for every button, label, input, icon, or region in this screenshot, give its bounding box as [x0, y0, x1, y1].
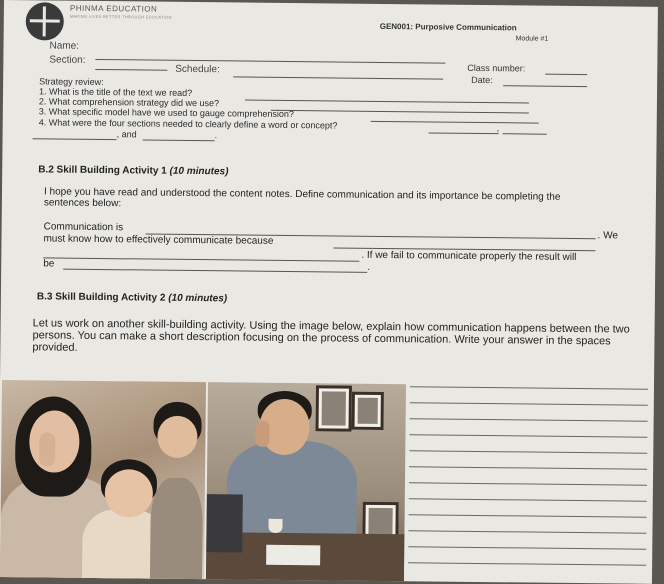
- phinma-logo-icon: [26, 2, 64, 40]
- name-field[interactable]: [95, 59, 445, 64]
- review-question-1: 1. What is the title of the text we read?: [38, 86, 193, 98]
- laptop: [206, 494, 243, 552]
- boy-body: [150, 478, 203, 580]
- answer-4d-field[interactable]: [143, 139, 215, 141]
- name-label: Name:: [49, 40, 80, 52]
- answer-4-and: , and: [116, 129, 137, 140]
- brand-name: PHINMA EDUCATION: [69, 3, 158, 14]
- strategy-review-title: Strategy review:: [39, 76, 104, 88]
- answer-4-separator: ,: [496, 123, 500, 134]
- answer-line[interactable]: [409, 498, 647, 501]
- review-question-3: 3. What specific model have we used to gauge comprehension?: [38, 106, 295, 120]
- activity-1-heading: [38, 164, 228, 177]
- sentence-3-end: . If we fail to communicate properly the result will: [361, 249, 577, 264]
- importance-field-2[interactable]: [43, 257, 359, 261]
- answer-4c-field[interactable]: [33, 138, 117, 140]
- answer-line[interactable]: [409, 434, 647, 437]
- review-question-2: 2. What comprehension strategy did we use?: [38, 96, 220, 109]
- class-number-label: Class number:: [467, 62, 526, 74]
- mother-children-photo: [0, 380, 206, 579]
- answer-1-field[interactable]: [245, 100, 529, 104]
- wall-picture-frame: [352, 392, 384, 430]
- sentence-4-end: .: [367, 261, 371, 273]
- answer-line[interactable]: [410, 386, 648, 389]
- schedule-field[interactable]: [233, 76, 443, 79]
- activity-1-instructions: I hope you have read and understood the content notes. Define communication and its importance be completing the sentences below:: [43, 186, 561, 210]
- answer-line[interactable]: [410, 402, 648, 405]
- sentence-1-start: Communication is: [43, 221, 124, 234]
- answer-line[interactable]: [408, 562, 646, 565]
- review-question-4: 4. What were the four sections needed to clearly define a word or concept?: [38, 117, 338, 131]
- answer-line[interactable]: [410, 418, 648, 421]
- sentence-1-end: . We: [597, 230, 619, 242]
- answer-4a-field[interactable]: [429, 132, 499, 134]
- father-torso: [226, 440, 357, 541]
- schedule-label: Schedule:: [175, 63, 220, 76]
- coffee-cup: [268, 519, 282, 533]
- section-label: Section:: [49, 54, 86, 66]
- class-number-field[interactable]: [545, 74, 587, 75]
- answer-line[interactable]: [409, 482, 647, 485]
- result-field[interactable]: [63, 269, 367, 273]
- activity-1-time: (10 minutes): [169, 165, 229, 178]
- father-phone-call-photo: [206, 382, 406, 581]
- answer-line[interactable]: [408, 530, 646, 533]
- wall-picture-frame: [316, 385, 352, 431]
- module-label: Module #1: [515, 35, 549, 43]
- answer-2-field[interactable]: [271, 110, 529, 114]
- answer-line[interactable]: [408, 546, 646, 549]
- answer-line[interactable]: [409, 450, 647, 453]
- boy-face: [157, 416, 197, 458]
- mother-phone-hand: [39, 432, 55, 466]
- activity-1-title: B.2 Skill Building Activity 1: [38, 164, 167, 177]
- section-field[interactable]: [95, 69, 167, 71]
- father-phone-hand: [255, 421, 269, 447]
- sentence-2-start: must know how to effectively communicate because: [43, 233, 274, 247]
- notebook: [266, 545, 320, 566]
- answer-line[interactable]: [409, 514, 647, 517]
- activity-2-instructions: Let us work on another skill-building activity. Using the image below, explain how communication happens between the two persons. You can make a short description focusing on the process of communication. Write your answer in the spaces provided.: [32, 317, 630, 354]
- date-field[interactable]: [503, 85, 587, 87]
- activity-2-heading: [37, 291, 227, 304]
- answer-3-field[interactable]: [371, 121, 539, 124]
- course-title: GEN001: Purposive Communication: [379, 21, 517, 33]
- activity-2-time: (10 minutes): [168, 292, 228, 305]
- answer-4-end: .: [214, 130, 218, 141]
- answer-4b-field[interactable]: [503, 133, 547, 134]
- crying-toddler-face: [105, 469, 154, 518]
- sentence-4-start: be: [43, 258, 55, 270]
- activity-2-title: B.3 Skill Building Activity 2: [36, 291, 166, 304]
- answer-line[interactable]: [409, 466, 647, 469]
- brand-tagline: MAKING LIVES BETTER THROUGH EDUCATION: [69, 13, 172, 20]
- date-label: Date:: [471, 74, 493, 86]
